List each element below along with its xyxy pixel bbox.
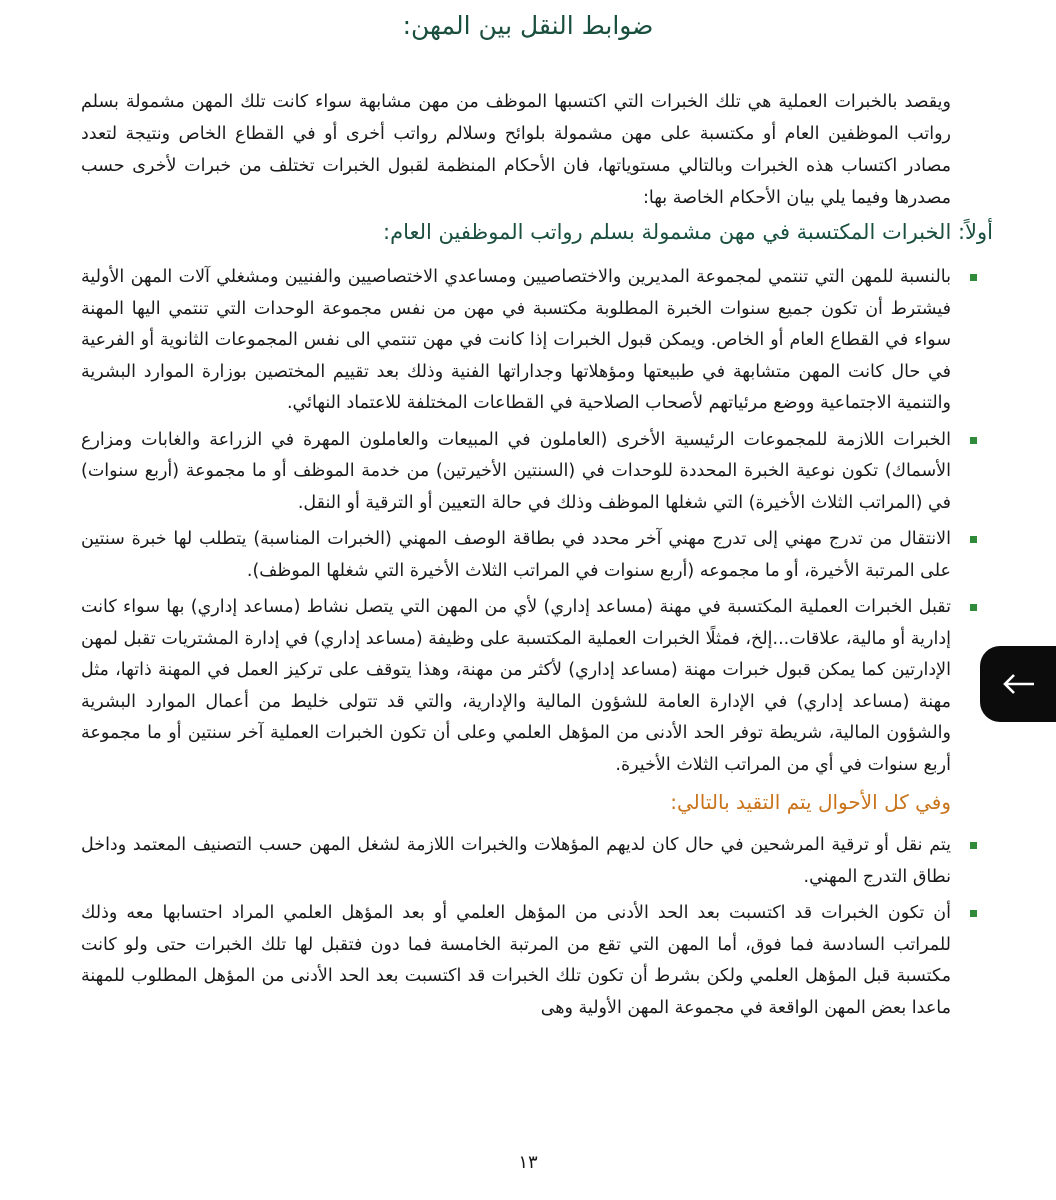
list-item-text: بالنسبة للمهن التي تنتمي لمجموعة المديرين والاختصاصيين ومساعدي الاختصاصيين والفنيين ومشغلي آلات المهن الأولية فيشترط أن تكون جميع سنوات الخبرة المطلوبة مكتسبة في مهن من نفس مجموعة الوحدات التي تنتمي اليها المهنة سواء في القطاع العام أو الخاص. ويمكن قبول الخبرات إذا كانت في مهن تنتمي الى نفس المجموعات الثانوية أو الفرعية في حال كانت المهن متشابهة في طبيعتها ومؤهلاتها وجداراتها الفنية وذلك بعد تقييم المختصين بوزارة الموارد البشرية والتنمية الاجتماعية ووضع مرئياتهم لأصحاب الصلاحية في القطاعات المختلفة للاعتماد النهائي. <box>81 267 951 413</box>
page-number: ١٣ <box>518 1152 538 1173</box>
list-item-text: الخبرات اللازمة للمجموعات الرئيسية الأخرى (العاملون في المبيعات والعاملون المهرة في الزراعة والغابات ومزارع الأسماك) تكون نوعية الخبرة المحددة للوحدات في (السنتين الأخيرتين) من خدمة الموظف أو ما مجموعة (أربع سنوات) في (المراتب الثلاث الأخيرة) التي شغلها الموظف وذلك في حالة التعيين أو الترقية أو النقل. <box>81 429 951 513</box>
document-body <box>81 86 993 1029</box>
list-item <box>81 524 951 587</box>
section-heading-conditions: وفي كل الأحوال يتم التقيد بالتالي: <box>670 790 951 814</box>
list-item <box>81 592 951 781</box>
bullet-square-icon <box>970 604 977 611</box>
list-item <box>81 898 951 1024</box>
list-item-text: أن تكون الخبرات قد اكتسبت بعد الحد الأدنى من المؤهل العلمي أو بعد المؤهل العلمي المراد احتسابها معه وذلك للمراتب السادسة فما فوق، أما المهن التي تقع من المرتبة الخامسة فما دون فتقبل لها تلك الخبرات حتى ولو كانت مكتسبة قبل المؤهل العلمي ولكن بشرط أن تكون تلك الخبرات قد اكتسبت بعد الحد الأدنى من المؤهل المطلوب للمهنة ماعدا بعض المهن الواقعة في مجموعة المهن الأولية وهى <box>81 903 951 1018</box>
list-item <box>81 830 951 893</box>
bullet-square-icon <box>970 274 977 281</box>
list-item <box>81 262 951 420</box>
list-item <box>81 425 951 520</box>
bullet-square-icon <box>970 437 977 444</box>
page-title: ضوابط النقل بين المهن: <box>402 11 654 40</box>
section-conditions-list <box>81 830 951 1024</box>
list-item-text: تقبل الخبرات العملية المكتسبة في مهنة (مساعد إداري) لأي من المهن التي يتصل نشاط (مساعد إداري) بها سواء كانت إدارية أو مالية، علاقات...إلخ، فمثلًا الخبرات العملية المكتسبة على وظيفة (مساعد إداري) في إدارة المشتريات تقبل لمهن الإدارتين كما يمكن قبول خبرات مهنة (مساعد إداري) لأكثر من مهنة، وهذا يتوقف على تركيز العمل في المهنة ذاتها، مثل مهنة (مساعد إداري) في الإدارة العامة للشؤون المالية والإدارية، والتي قد تتولى خليط من أعمال الموارد البشرية والشؤون المالية، شريطة توفر الحد الأدنى من المؤهل العلمي وعلى أن تكون الخبرات العملية آخر سنتين أو ما مجموعة أربع سنوات في أي من المراتب الثلاث الأخيرة. <box>81 597 951 775</box>
list-item-text: الانتقال من تدرج مهني إلى تدرج مهني آخر محدد في بطاقة الوصف المهني (الخبرات المناسبة) يتطلب لها خبرة سنتين على المرتبة الأخيرة، أو ما مجموعه (أربع سنوات في المراتب الثلاث الأخيرة التي شغلها الموظف). <box>81 529 951 581</box>
arrow-left-icon <box>1002 670 1036 698</box>
list-item-text: يتم نقل أو ترقية المرشحين في حال كان لديهم المؤهلات والخبرات اللازمة لشغل المهن حسب التصنيف المعتمد وداخل نطاق التدرج المهني. <box>81 835 951 887</box>
bullet-square-icon <box>970 536 977 543</box>
back-arrow-button[interactable] <box>980 646 1056 722</box>
bullet-square-icon <box>970 910 977 917</box>
intro-paragraph: ويقصد بالخبرات العملية هي تلك الخبرات التي اكتسبها الموظف من مهن مشابهة سواء كانت تلك المهن مشمولة بسلم رواتب الموظفين العام أو مكتسبة على مهن مشمولة بلوائح وسلالم رواتب أخرى أو في القطاع الخاص ونتيجة لتعدد مصادر اكتساب هذه الخبرات وبالتالي مستوياتها، فان الأحكام المنظمة لقبول الخبرات تختلف من خبرات لأخرى حسب مصدرها وفيما يلي بيان الأحكام الخاصة بها: <box>81 92 951 208</box>
section-heading-first: أولاً: الخبرات المكتسبة في مهن مشمولة بسلم رواتب الموظفين العام: <box>383 220 993 244</box>
section-first-list <box>81 262 951 781</box>
bullet-square-icon <box>970 842 977 849</box>
